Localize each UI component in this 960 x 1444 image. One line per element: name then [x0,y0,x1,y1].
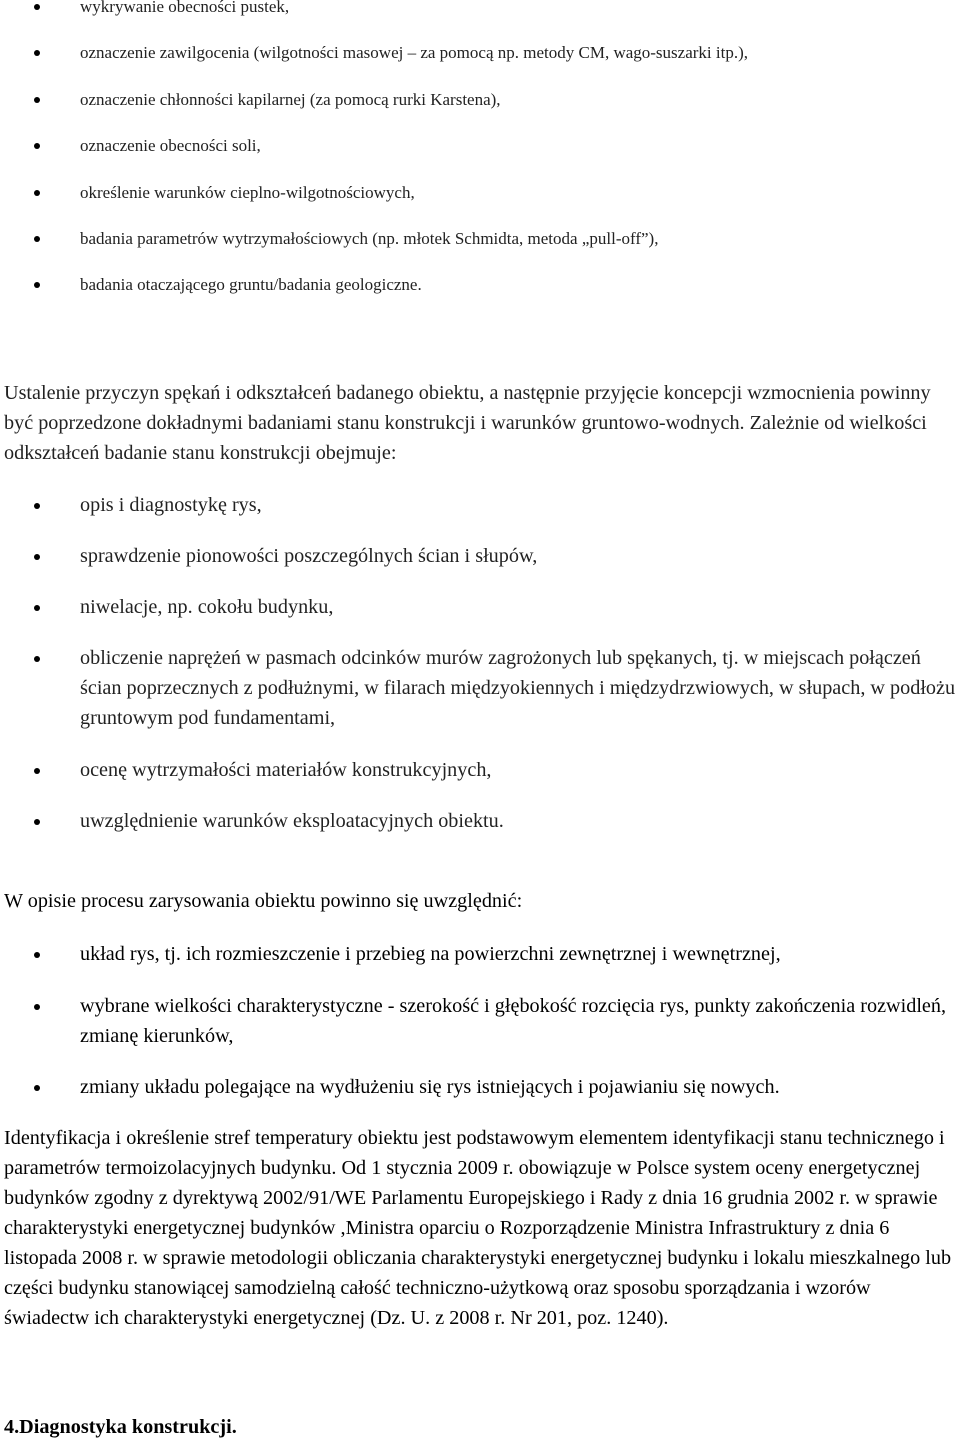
bullet-icon [34,1004,40,1010]
list-item [0,228,960,249]
list-item-text: ocenę wytrzymałości materiałów konstrukcyjnych, [80,759,492,781]
bullet-icon [34,819,40,825]
paragraph-structure-assessment: Ustalenie przyczyn spękań i odkształceń badanego obiektu, a następnie przyjęcie koncepcji wzmocnienia powinny być poprzedzone dokładnymi badaniami stanu konstrukcji i warunków gruntowo-wodnych. Zależnie od wielkości odkształceń badanie stanu konstrukcji obejmuje: [4,382,931,464]
paragraph-crack-process: W opisie procesu zarysowania obiektu powinno się uwzględnić: [4,890,523,912]
bullet-icon [34,97,40,103]
list-item [0,939,960,969]
crack-process-list [0,939,960,1102]
list-item-text: oznaczenie obecności soli, [80,136,261,156]
list-item [0,1072,960,1102]
bullet-icon [34,143,40,149]
bullet-icon [34,503,40,509]
list-item [0,806,960,836]
list-item-text: wykrywanie obecności pustek, [80,0,290,16]
structure-assessment-list [0,490,960,836]
list-item-text: oznaczenie zawilgocenia (wilgotności masowej – za pomocą np. metody CM, wago-suszarki itp.), [80,43,748,63]
list-item-text: układ rys, tj. ich rozmieszczenie i przebieg na powierzchni zewnętrznej i wewnętrznej, [80,943,781,965]
bullet-icon [34,236,40,242]
list-item [0,490,960,520]
bullet-icon [34,1085,40,1091]
list-item [0,643,960,733]
section-heading: 4.Diagnostyka konstrukcji. [4,1416,237,1438]
list-item [0,89,960,110]
list-item [0,0,960,17]
paragraph-energy-certification: Identyfikacja i określenie stref temperatury obiektu jest podstawowym elementem identyfikacji stanu technicznego i parametrów termoizolacyjnych budynku. Od 1 stycznia 2009 r. obowiązuje w Polsce system oceny energetycznej budynków zgodny z dyrektywą 2002/91/WE Parlamentu Europejskiego i Rady z dnia 16 grudnia 2002 r. w sprawie charakterystyki energetycznej budynków ,Ministra oparciu o Rozporządzenie Ministra Infrastruktury z dnia 6 listopada 2008 r. w sprawie metodologii obliczania charakterystyki energetycznej budynku i lokalu mieszkalnego lub części budynku stanowiącej samodzielną całość techniczno-użytkową oraz sposobu sporządzania i wzorów świadectw ich charakterystyki energetycznej (Dz. U. z 2008 r. Nr 201, poz. 1240). [4,1127,952,1329]
list-item-text: obliczenie naprężeń w pasmach odcinków murów zagrożonych lub spękanych, tj. w miejscach połączeń ścian poprzecznych z podłużnymi, w filarach międzyokiennych i międzydrzwiowych, w słupach, w podłożu gruntowym pod fundamentami, [80,647,956,729]
bullet-icon [34,4,40,10]
bullet-icon [34,282,40,288]
testing-methods-list [0,0,960,321]
list-item [0,182,960,203]
list-item [0,274,960,295]
bullet-icon [34,554,40,560]
list-item-text: opis i diagnostykę rys, [80,494,262,516]
list-item [0,135,960,156]
list-item-text: badania parametrów wytrzymałościowych (np. młotek Schmidta, metoda „pull-off”), [80,228,659,248]
list-item-text: zmiany układu polegające na wydłużeniu się rys istniejących i pojawianiu się nowych. [80,1076,780,1098]
list-item-text: badania otaczającego gruntu/badania geologiczne. [80,275,422,295]
bullet-icon [34,190,40,196]
list-item-text: sprawdzenie pionowości poszczególnych ścian i słupów, [80,545,538,567]
bullet-icon [34,768,40,774]
list-item [0,592,960,622]
bullet-icon [34,50,40,56]
list-item-text: uwzględnienie warunków eksploatacyjnych obiektu. [80,810,504,832]
list-item [0,991,960,1051]
list-item [0,755,960,785]
list-item-text: określenie warunków cieplno-wilgotnościowych, [80,182,415,202]
bullet-icon [34,952,40,958]
list-item-text: niwelacje, np. cokołu budynku, [80,596,334,618]
bullet-icon [34,605,40,611]
list-item-text: oznaczenie chłonności kapilarnej (za pomocą rurki Karstena), [80,89,501,109]
bullet-icon [34,656,40,662]
list-item [0,42,960,63]
list-item-text: wybrane wielkości charakterystyczne - szerokość i głębokość rozcięcia rys, punkty zakończenia rozwidleń, zmianę kierunków, [80,995,947,1047]
list-item [0,541,960,571]
